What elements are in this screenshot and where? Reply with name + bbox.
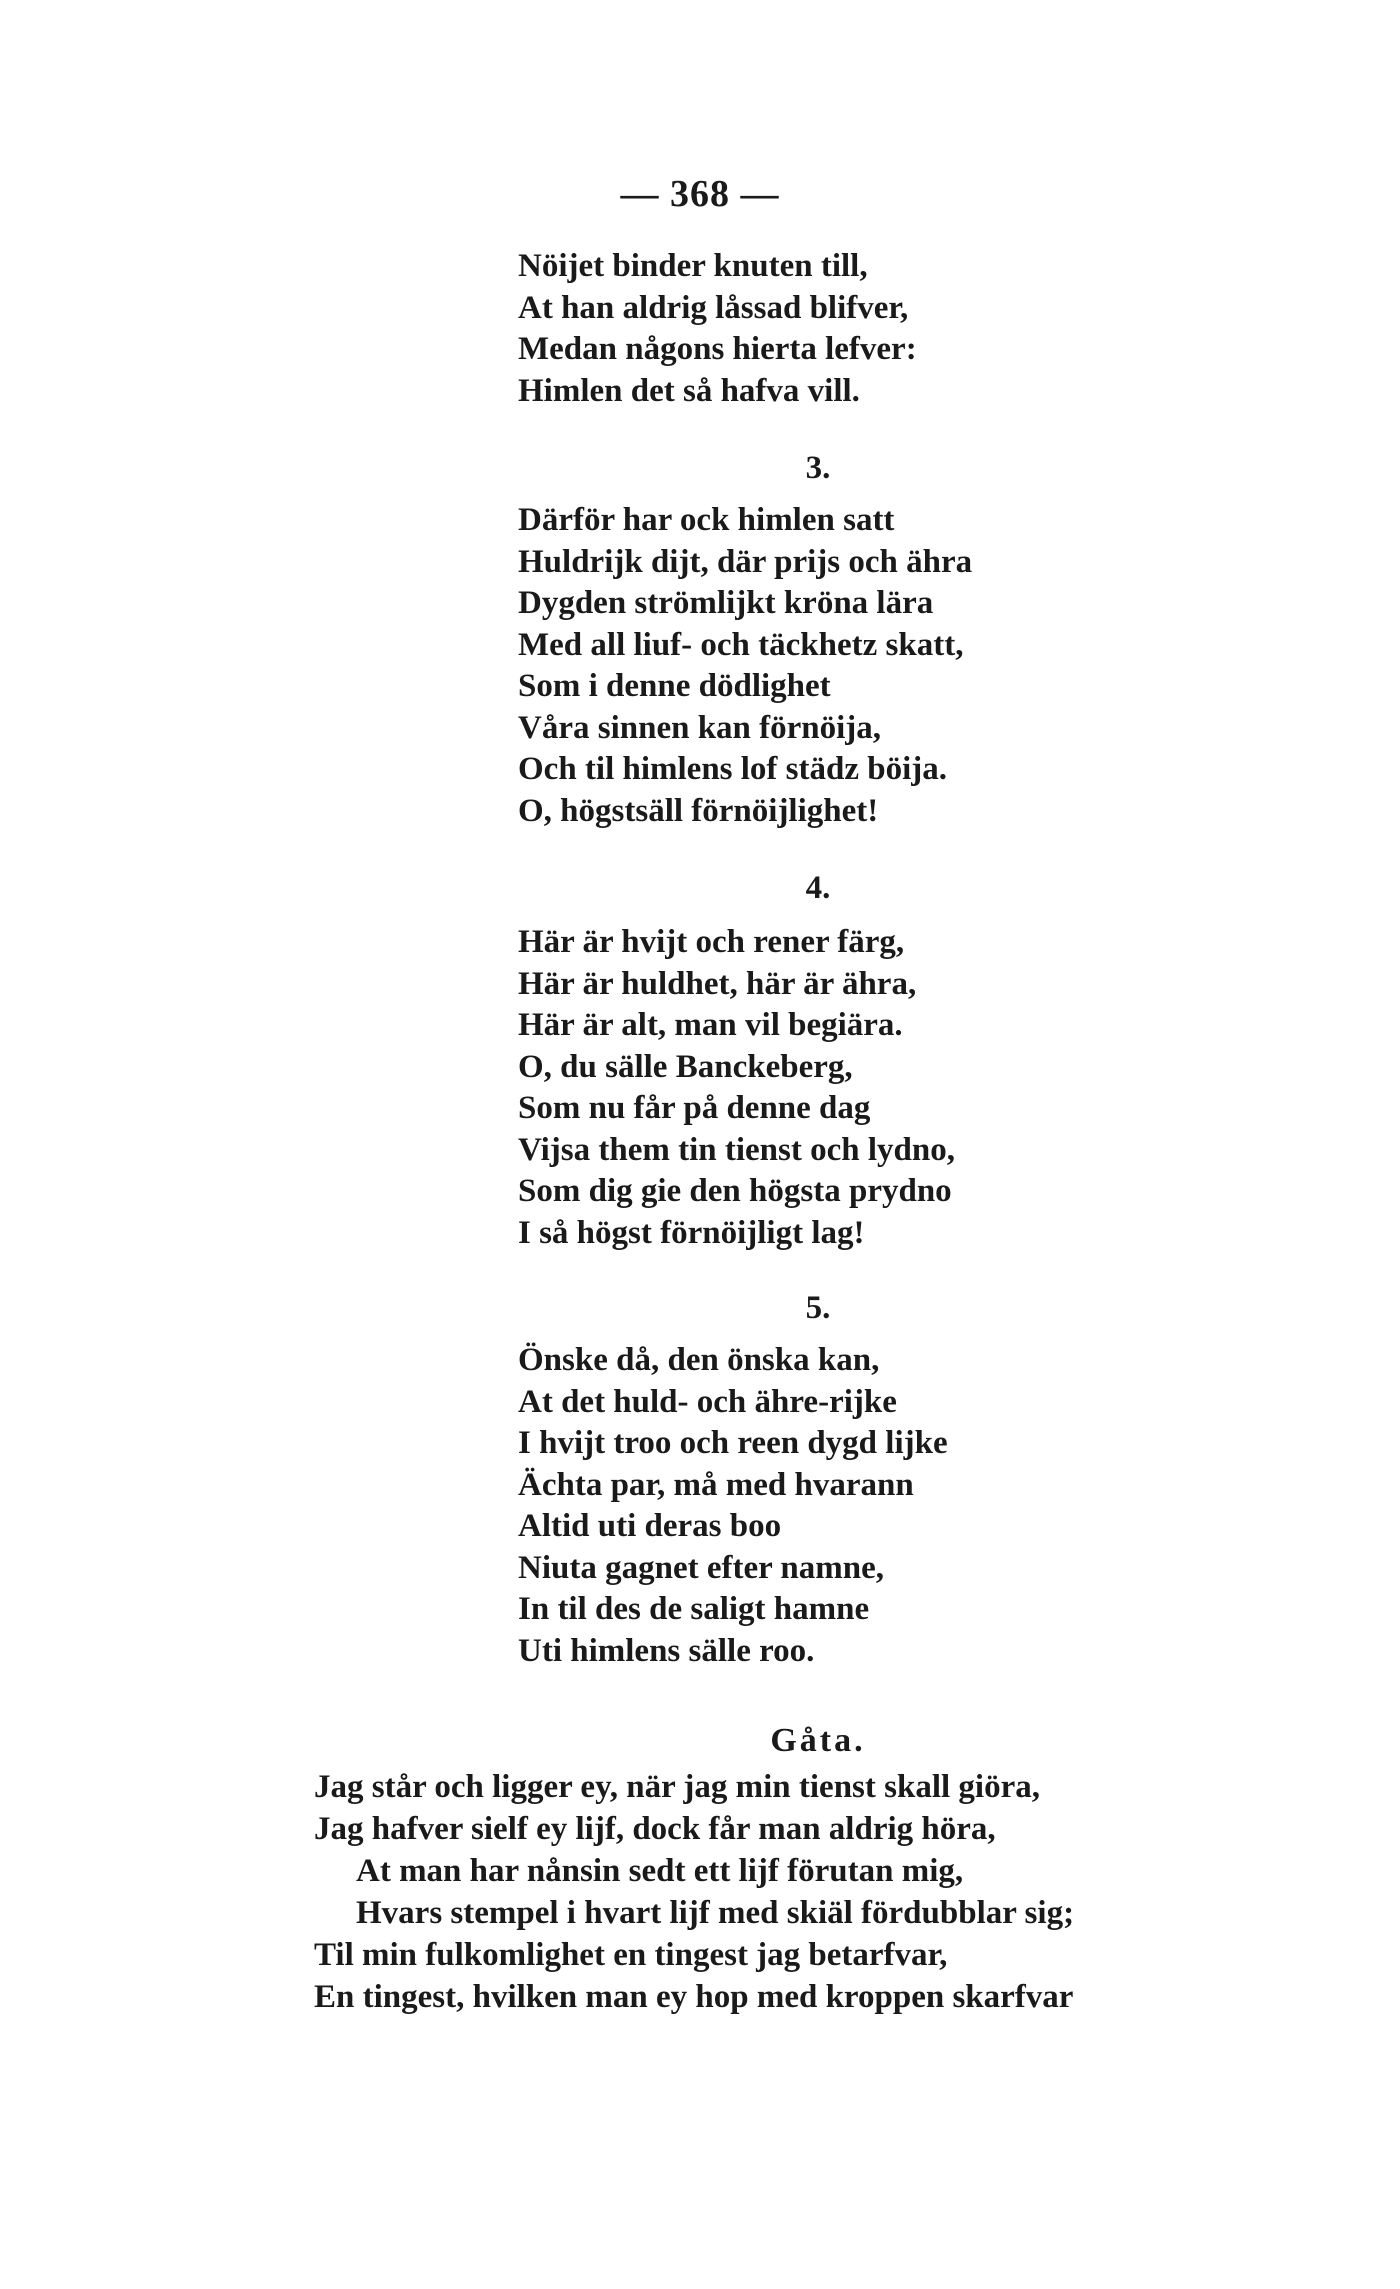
riddle-line: Til min fulkomlighet en tingest jag betarfvar, [314, 1937, 948, 1973]
verse-line: Med all liuf- och täckhetz skatt, [518, 626, 964, 663]
verse-line: Här är alt, man vil begiära. [518, 1007, 903, 1043]
verse-line: Uti himlens sälle roo. [518, 1632, 815, 1669]
riddle-line: Hvars stempel i hvart lijf med skiäl fördubblar sig; [356, 1895, 1075, 1931]
verse-line: Altid uti deras boo [518, 1508, 782, 1544]
verse-line: Vijsa them tin tienst och lydno, [518, 1131, 955, 1168]
verse-line: Niuta gagnet efter namne, [518, 1549, 884, 1586]
verse-line: In til des de saligt hamne [518, 1591, 870, 1627]
verse-line: Huldrijk dijt, där prijs och ähra [518, 543, 973, 580]
verse-line: Medan någons hierta lefver: [518, 331, 917, 367]
verse-line: I hvijt troo och reen dygd lijke [518, 1425, 948, 1461]
stanza-number [118, 1290, 1400, 1327]
verse-line: Här är hvijt och rener färg, [518, 924, 905, 960]
verse-line: Och til himlens lof städz böija. [518, 751, 948, 787]
stanza-3 [518, 500, 972, 832]
verse-line: Nöijet binder knuten till, [518, 248, 868, 284]
verse-line: Som i denne dödlighet [518, 668, 831, 704]
riddle-line: Jag står och ligger ey, när jag min tienst skall giöra, [314, 1769, 1040, 1805]
stanza-number [118, 870, 1400, 907]
riddle-line: Jag hafver sielf ey lijf, dock får man aldrig höra, [314, 1811, 996, 1847]
stanza-intro [518, 246, 917, 412]
verse-line: Önske då, den önska kan, [518, 1342, 880, 1378]
verse-line: Därför har ock himlen satt [518, 502, 895, 538]
riddle-line: En tingest, hvilken man ey hop med kroppen skarfvar [314, 1979, 1074, 2015]
riddle-title: Gåta. [770, 1722, 866, 1759]
stanza-number-label: 3. [805, 450, 831, 486]
verse-line: O, högstsäll förnöijlighet! [518, 792, 879, 829]
riddle-line: At man har nånsin sedt ett lijf förutan mig, [356, 1853, 964, 1889]
stanza-5 [518, 1340, 948, 1672]
verse-line: Som dig gie den högsta prydno [518, 1173, 952, 1209]
verse-line: Här är huldhet, här är ähra, [518, 965, 917, 1002]
verse-line: Himlen det så hafva vill. [518, 372, 860, 409]
verse-line: I så högst förnöijligt lag! [518, 1214, 865, 1251]
verse-line: Som nu får på denne dag [518, 1090, 871, 1126]
verse-line: Våra sinnen kan förnöija, [518, 709, 882, 746]
stanza-number-label: 4. [805, 870, 831, 906]
stanza-4 [518, 922, 955, 1254]
verse-line: Dygden strömlijkt kröna lära [518, 585, 934, 621]
riddle [314, 1766, 1074, 2018]
stanza-number-label: 5. [805, 1290, 831, 1326]
stanza-number [118, 450, 1400, 487]
verse-line: Ächta par, må med hvarann [518, 1466, 914, 1503]
page-number: — 368 — [620, 173, 780, 215]
verse-line: At han aldrig låssad blifver, [518, 289, 909, 326]
verse-line: At det huld- och ähre-rijke [518, 1383, 897, 1420]
verse-line: O, du sälle Banckeberg, [518, 1048, 853, 1085]
